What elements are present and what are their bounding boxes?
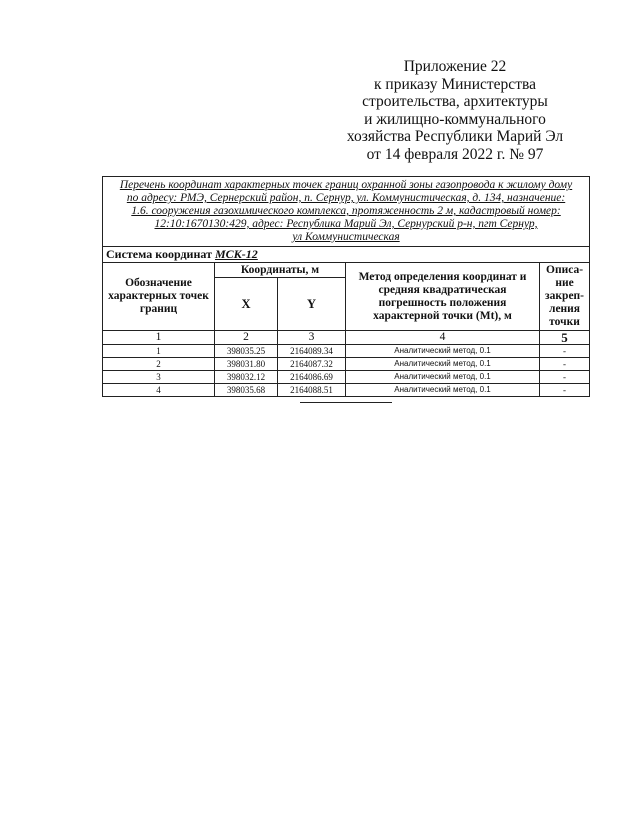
fixing-cell: - <box>540 371 590 384</box>
x-cell: 398035.25 <box>215 345 278 358</box>
point-cell: 1 <box>103 345 215 358</box>
header-coords: Координаты, м <box>215 263 346 278</box>
coordinate-system-value: МСК-12 <box>214 247 258 261</box>
column-number: 4 <box>346 331 540 345</box>
table-row <box>103 345 590 358</box>
method-cell: Аналитический метод, 0.1 <box>346 345 540 358</box>
closing-rule <box>300 402 392 403</box>
point-cell: 4 <box>103 384 215 397</box>
header-line: Приложение 22 <box>403 58 507 75</box>
x-cell: 398035.68 <box>215 384 278 397</box>
appendix-header <box>330 58 580 163</box>
method-cell: Аналитический метод, 0.1 <box>346 384 540 397</box>
header-row <box>103 263 590 278</box>
title-line: 1.6. сооружения газохимического комплекса, протяженность 2 м, кадастровый номер: <box>131 205 561 217</box>
title-line: по адресу: РМЭ, Сернерский район, п. Сернур, ул. Коммунистическая, д. 134, назначение: <box>126 192 566 204</box>
x-cell: 398032.12 <box>215 371 278 384</box>
coordinate-system <box>103 247 590 263</box>
header-line: от 14 февраля 2022 г. № 97 <box>366 145 544 163</box>
column-number: 2 <box>215 331 278 345</box>
title-line: Перечень координат характерных точек границ охранной зоны газопровода к жилому дому <box>119 179 573 191</box>
header-line: хозяйства Республики Марий Эл <box>346 128 564 145</box>
point-cell: 2 <box>103 358 215 371</box>
header-method: Метод определения координат и средняя квадратическая погрешность положения характерной точки (Mt), м <box>346 263 540 331</box>
x-cell: 398031.80 <box>215 358 278 371</box>
method-cell: Аналитический метод, 0.1 <box>346 358 540 371</box>
method-cell: Аналитический метод, 0.1 <box>346 371 540 384</box>
table-row <box>103 358 590 371</box>
point-cell: 3 <box>103 371 215 384</box>
coordinates-table <box>102 176 590 397</box>
column-number: 1 <box>103 331 215 345</box>
table-row <box>103 384 590 397</box>
column-number: 5 <box>540 331 590 345</box>
coordinate-system-row <box>103 247 590 263</box>
fixing-cell: - <box>540 358 590 371</box>
coordinate-system-label: Система координат <box>106 247 212 261</box>
column-number: 3 <box>278 331 346 345</box>
header-line: к приказу Министерства <box>374 75 536 93</box>
header-fixing: Описа-ние закреп-ления точки <box>540 263 590 331</box>
title-line: 12:10:1670130:429, адрес: Республика Марий Эл, Сернурский р-н, пгт Сернур, <box>154 218 538 230</box>
table-title-row <box>103 177 590 247</box>
header-y: Y <box>278 278 346 331</box>
header-line: и жилищно-коммунального <box>364 110 546 128</box>
y-cell: 2164088.51 <box>278 384 346 397</box>
header-point: Обозначение характерных точек границ <box>103 263 215 331</box>
title-line: ул Коммунистическая <box>292 231 400 243</box>
y-cell: 2164087.32 <box>278 358 346 371</box>
column-number-row <box>103 331 590 345</box>
fixing-cell: - <box>540 345 590 358</box>
y-cell: 2164089.34 <box>278 345 346 358</box>
header-line: строительства, архитектуры <box>362 93 548 110</box>
table-row <box>103 371 590 384</box>
y-cell: 2164086.69 <box>278 371 346 384</box>
table-title <box>103 177 590 247</box>
header-x: X <box>215 278 278 331</box>
fixing-cell: - <box>540 384 590 397</box>
